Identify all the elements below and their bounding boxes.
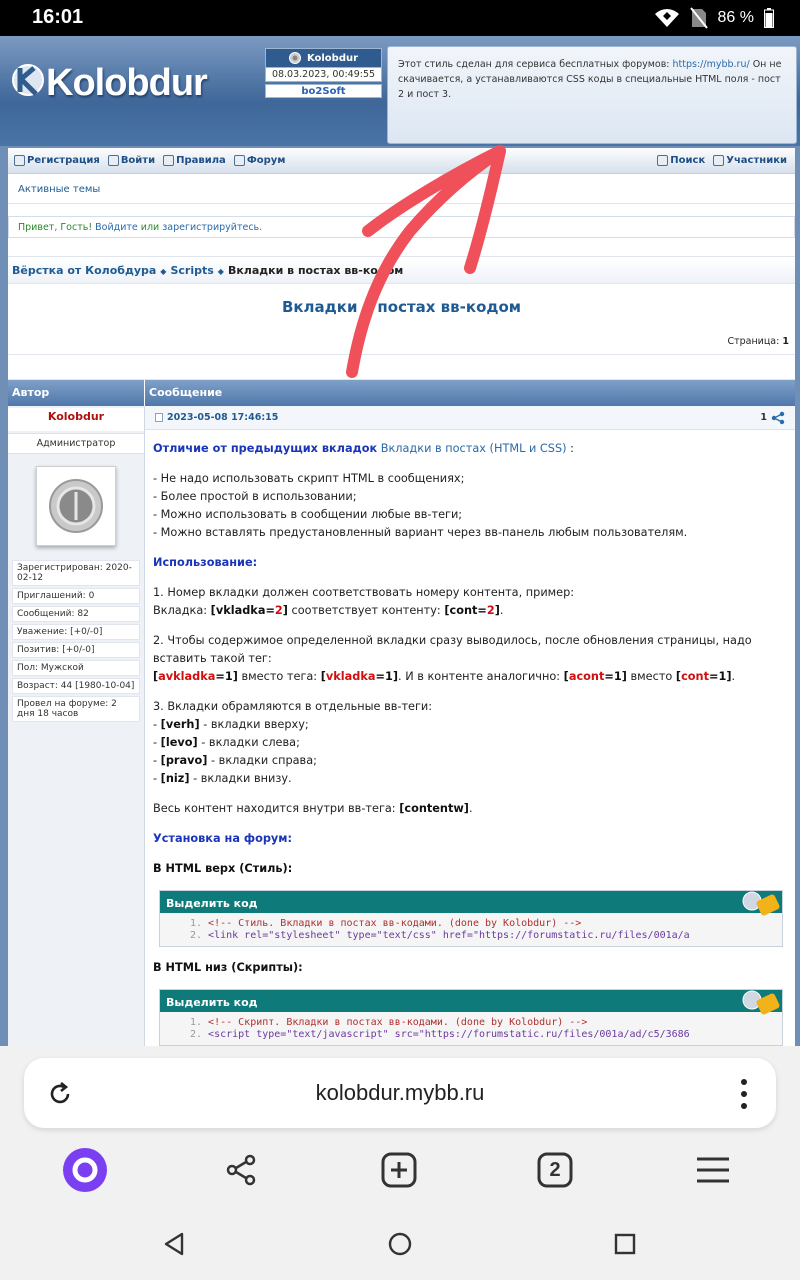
tag-value: 1	[718, 670, 727, 683]
tag-value: 1	[224, 670, 233, 683]
tag-value: 2	[486, 604, 495, 617]
feature-item: - Не надо использовать скрипт HTML в сообщениях;	[153, 472, 465, 485]
alice-icon	[62, 1147, 108, 1193]
post-date-link[interactable]: 2023-05-08 17:46:15	[167, 412, 279, 423]
tag-pravo-desc: - вкладки справа;	[207, 754, 317, 767]
main-nav	[8, 148, 795, 174]
author-role: Администратор	[8, 433, 144, 454]
header-user-name: Kolobdur	[306, 52, 359, 64]
members-icon	[713, 155, 724, 166]
code-block-header	[160, 990, 782, 1012]
code-tag: [avkladka=1]	[153, 670, 238, 683]
nav-login[interactable]	[108, 155, 155, 166]
nav-login-label: Войти	[120, 155, 156, 166]
greeting-login-link[interactable]: Войдите	[95, 222, 138, 233]
author-invites: Приглашений: 0	[12, 588, 140, 604]
code-text: <script type="text/javascript" src="https://forumstatic.ru/files/001a/ad/c5/3686	[208, 1029, 690, 1040]
code-tag: [cont=2]	[444, 604, 500, 617]
header-brand-link[interactable]: bo2Soft	[265, 84, 382, 98]
logo-text: Kolobdur	[46, 62, 207, 104]
code-block-body[interactable]	[160, 1012, 782, 1045]
code-block	[159, 890, 783, 947]
system-navigation-bar	[0, 1206, 800, 1280]
greeting-dot: .	[259, 222, 263, 233]
author-positive: Позитив: [+0/-0]	[12, 642, 140, 658]
author-gender: Пол: Мужской	[12, 660, 140, 676]
code-block	[159, 989, 783, 1046]
posts-table-header	[8, 380, 795, 406]
nav-members[interactable]	[713, 155, 787, 166]
code-block-header	[160, 891, 782, 913]
logo-badge-icon	[8, 58, 48, 110]
code-tag: [acont=1]	[563, 670, 627, 683]
greeting-text: Привет, Гость!	[18, 222, 96, 233]
line-number: 2.	[190, 930, 203, 941]
usage-3-text: 3. Вкладки обрамляются в отдельные вв-теги:	[153, 700, 433, 713]
code-text: <!-- Скрипт. Вкладки в постах вв-кодами. (done by Kolobdur) -->	[208, 1017, 588, 1028]
nav-register[interactable]	[14, 155, 100, 166]
status-time: 16:01	[32, 6, 84, 28]
header-datetime: 08.03.2023, 00:49:55	[265, 68, 382, 82]
feature-item: - Можно вставлять предустановленный вариант через вв-панель любым пользователям.	[153, 526, 688, 539]
post-body	[145, 430, 795, 1046]
tag-verh-desc: - вкладки вверху;	[199, 718, 309, 731]
share-icon	[224, 1153, 258, 1187]
html-top-heading	[153, 860, 787, 878]
browser-bottom-bar	[0, 1046, 800, 1206]
tag-verh: [verh]	[160, 718, 200, 731]
code-text: <!-- Стиль. Вкладки в постах вв-кодами. (done by Kolobdur) -->	[208, 918, 582, 929]
author-messages: Сообщений: 82	[12, 606, 140, 622]
forum-header	[0, 36, 800, 146]
select-code-link[interactable]: Выделить код	[166, 996, 258, 1009]
avatar	[36, 466, 116, 546]
post-message	[145, 406, 795, 1046]
forum-content	[8, 148, 795, 1046]
tag-name: avkladka	[158, 670, 216, 683]
post-intro	[153, 440, 787, 458]
author-registered: Зарегистрирован: 2020-02-12	[12, 560, 140, 586]
code-tag: [vkladka=2]	[210, 604, 288, 617]
line-number: 2.	[190, 1029, 203, 1040]
post-doc-icon	[155, 413, 163, 422]
info-link[interactable]: https://mybb.ru/	[672, 59, 750, 70]
tag-niz-desc: - вкладки внизу.	[189, 772, 292, 785]
author-name[interactable]: Kolobdur	[8, 408, 144, 431]
code-badge-icon	[738, 989, 782, 1016]
new-tab-button[interactable]	[375, 1146, 423, 1194]
recents-icon[interactable]	[611, 1230, 639, 1258]
tag-levo: [levo]	[160, 736, 198, 749]
line-number: 1.	[190, 918, 203, 929]
more-menu-icon[interactable]	[740, 1078, 748, 1110]
author-online-time: Провел на форуме: 2 дня 18 часов	[12, 696, 140, 722]
select-code-link[interactable]: Выделить код	[166, 897, 258, 910]
breadcrumb-section[interactable]: Scripts	[170, 264, 214, 277]
tag-levo-desc: - вкладки слева;	[197, 736, 300, 749]
tabs-button[interactable]	[531, 1146, 579, 1194]
user-box	[265, 48, 382, 98]
breadcrumb-separator-icon: ◆	[217, 267, 224, 276]
browser-menu-button[interactable]	[689, 1146, 737, 1194]
breadcrumb-separator-icon: ◆	[160, 267, 167, 276]
features-list	[153, 470, 787, 542]
active-topics-link[interactable]: Активные темы	[18, 184, 101, 195]
author-age: Возраст: 44 [1980-10-04]	[12, 678, 140, 694]
tabs-count: 2	[549, 1158, 561, 1181]
battery-icon	[764, 8, 774, 28]
forum-logo[interactable]	[8, 54, 207, 134]
page-number[interactable]: 1	[782, 336, 789, 347]
user-name-row[interactable]	[265, 48, 382, 68]
greeting-or: или	[137, 222, 163, 233]
html-top-heading-text: В HTML верх (Стиль):	[153, 862, 293, 875]
nav-forum[interactable]	[234, 155, 286, 166]
alice-assistant-button[interactable]	[61, 1146, 109, 1194]
pagination	[8, 336, 795, 348]
html-bottom-heading-text: В HTML низ (Скрипты):	[153, 961, 303, 974]
nav-search[interactable]	[657, 155, 705, 166]
rules-icon	[163, 155, 174, 166]
usage-heading	[153, 554, 787, 572]
info-text-1: Этот стиль сделан для сервиса бесплатных форумов:	[398, 59, 673, 70]
status-bar	[0, 0, 800, 36]
usage-point-2: 2. Чтобы содержимое определенной вкладки сразу выводилось, после обновления страницы, надо вставить такой тег: [avkladka=1] вместо тега: [vkladka=1]. И в контенте аналогично: [acont=1] вместо [cont=1].	[153, 634, 752, 683]
active-topics-bar	[8, 174, 795, 204]
info-box	[387, 46, 797, 144]
tag-name: vkladka	[215, 604, 266, 617]
usage-1-tab-label: Вкладка:	[153, 604, 211, 617]
tag-pravo: [pravo]	[160, 754, 208, 767]
code-text: <link rel="stylesheet" type="text/css" href="https://forumstatic.ru/files/001a/a	[208, 930, 690, 941]
usage-2-text: 2. Чтобы содержимое определенной вкладки сразу выводилось, после обновления страницы, надо вставить такой тег:	[153, 634, 752, 665]
usage-1-mid: соответствует контенту:	[287, 604, 445, 617]
author-column-header: Автор	[8, 380, 145, 406]
back-icon[interactable]	[160, 1230, 188, 1258]
code-line	[190, 1029, 782, 1041]
hamburger-menu-icon	[695, 1156, 731, 1184]
intro-heading: Отличие от предыдущих вкладок	[153, 442, 378, 455]
usage-point-3: 3. Вкладки обрамляются в отдельные вв-теги: - [verh] - вкладки вверху; - [levo] - вкладки слева; - [pravo] - вкладки справа; - [niz] - вкладки внизу.	[153, 700, 433, 785]
post-author-panel	[8, 406, 145, 1046]
usage-2-mid2: . И в контенте аналогично:	[398, 670, 564, 683]
page-label: Страница:	[727, 336, 780, 347]
info-text-2: Он не скачивается, а устанавливаются CSS коды в специальные HTML поля - пост 2 и пост 3.	[398, 59, 782, 100]
message-column-header: Сообщение	[149, 386, 223, 399]
wifi-icon	[654, 8, 680, 28]
nav-search-label: Поиск	[670, 155, 706, 166]
breadcrumb-current: Вкладки в постах вв-кодом	[227, 264, 404, 277]
breadcrumb-forum[interactable]: Вёрстка от Колобдура	[12, 264, 157, 277]
tag-name: cont	[681, 670, 709, 683]
post-number[interactable]: 1	[760, 412, 767, 423]
post	[8, 406, 795, 1046]
topic-actions-bar	[8, 354, 795, 380]
content-note: Весь контент находится внутри вв-тега: [contentw].	[153, 802, 473, 815]
code-tag: [cont=1]	[675, 670, 732, 683]
tag-niz: [niz]	[160, 772, 190, 785]
address-bar[interactable]	[24, 1058, 776, 1128]
author-respect: Уважение: [+0/-0]	[12, 624, 140, 640]
html-bottom-heading	[153, 959, 787, 977]
line-number: 1.	[190, 1017, 203, 1028]
nav-register-label: Регистрация	[27, 155, 100, 166]
usage-2-mid3: вместо	[626, 670, 676, 683]
avatar-image	[48, 478, 104, 534]
register-icon	[14, 155, 25, 166]
content-note-text: Весь контент находится внутри вв-тега:	[153, 802, 400, 815]
forum-icon	[234, 155, 245, 166]
forum-page	[0, 36, 800, 1046]
tag-value: 2	[274, 604, 283, 617]
breadcrumb	[8, 256, 795, 284]
post-meta	[145, 406, 795, 430]
share-button[interactable]	[217, 1146, 265, 1194]
code-block-body[interactable]	[160, 913, 782, 946]
tag-value: 1	[384, 670, 393, 683]
home-icon[interactable]	[386, 1230, 414, 1258]
feature-item: - Более простой в использовании;	[153, 490, 357, 503]
usage-heading-text: Использование:	[153, 556, 258, 569]
install-heading-text: Установка на форум:	[153, 832, 293, 845]
tag-name: vkladka	[325, 670, 376, 683]
greeting-register-link[interactable]: зарегистрируйтесь	[162, 222, 260, 233]
tag-contentw: [contentw]	[399, 802, 469, 815]
browser-toolbar	[0, 1146, 800, 1206]
usage-point-1: 1. Номер вкладки должен соответствовать номеру контента, пример: Вкладка: [vkladka=2] соответствует контенту: [cont=2].	[153, 586, 575, 617]
nav-rules-label: Правила	[176, 155, 226, 166]
battery-text: 86 %	[717, 9, 754, 26]
install-heading	[153, 830, 787, 848]
code-tag: [vkladka=1]	[320, 670, 399, 683]
no-sim-icon	[690, 7, 708, 29]
tag-name: cont	[449, 604, 478, 617]
tag-value: 1	[613, 670, 622, 683]
code-badge-icon	[738, 890, 782, 917]
nav-rules[interactable]	[163, 155, 226, 166]
user-avatar-icon	[289, 52, 301, 64]
usage-1-text: 1. Номер вкладки должен соответствовать номеру контента, пример:	[153, 586, 575, 599]
url-text[interactable]: kolobdur.mybb.ru	[315, 1080, 485, 1105]
code-line	[190, 918, 782, 930]
intro-link[interactable]: Вкладки в постах (HTML и CSS)	[380, 442, 567, 455]
intro-end: :	[566, 442, 574, 455]
share-icon[interactable]	[771, 411, 785, 425]
guest-greeting	[8, 216, 795, 238]
feature-item: - Можно использовать в сообщении любые вв-теги;	[153, 508, 463, 521]
nav-right-group	[657, 155, 795, 166]
code-line	[190, 930, 782, 942]
tag-name: acont	[568, 670, 605, 683]
nav-members-label: Участники	[726, 155, 787, 166]
code-line	[190, 1017, 782, 1029]
usage-2-mid1: вместо тега:	[237, 670, 321, 683]
page-title: Вкладки в постах вв-кодом	[281, 298, 522, 316]
post-number-group	[760, 411, 785, 425]
plus-square-icon	[381, 1152, 417, 1188]
status-icons	[654, 7, 774, 29]
nav-forum-label: Форум	[246, 155, 286, 166]
login-icon	[108, 155, 119, 166]
search-icon	[657, 155, 668, 166]
